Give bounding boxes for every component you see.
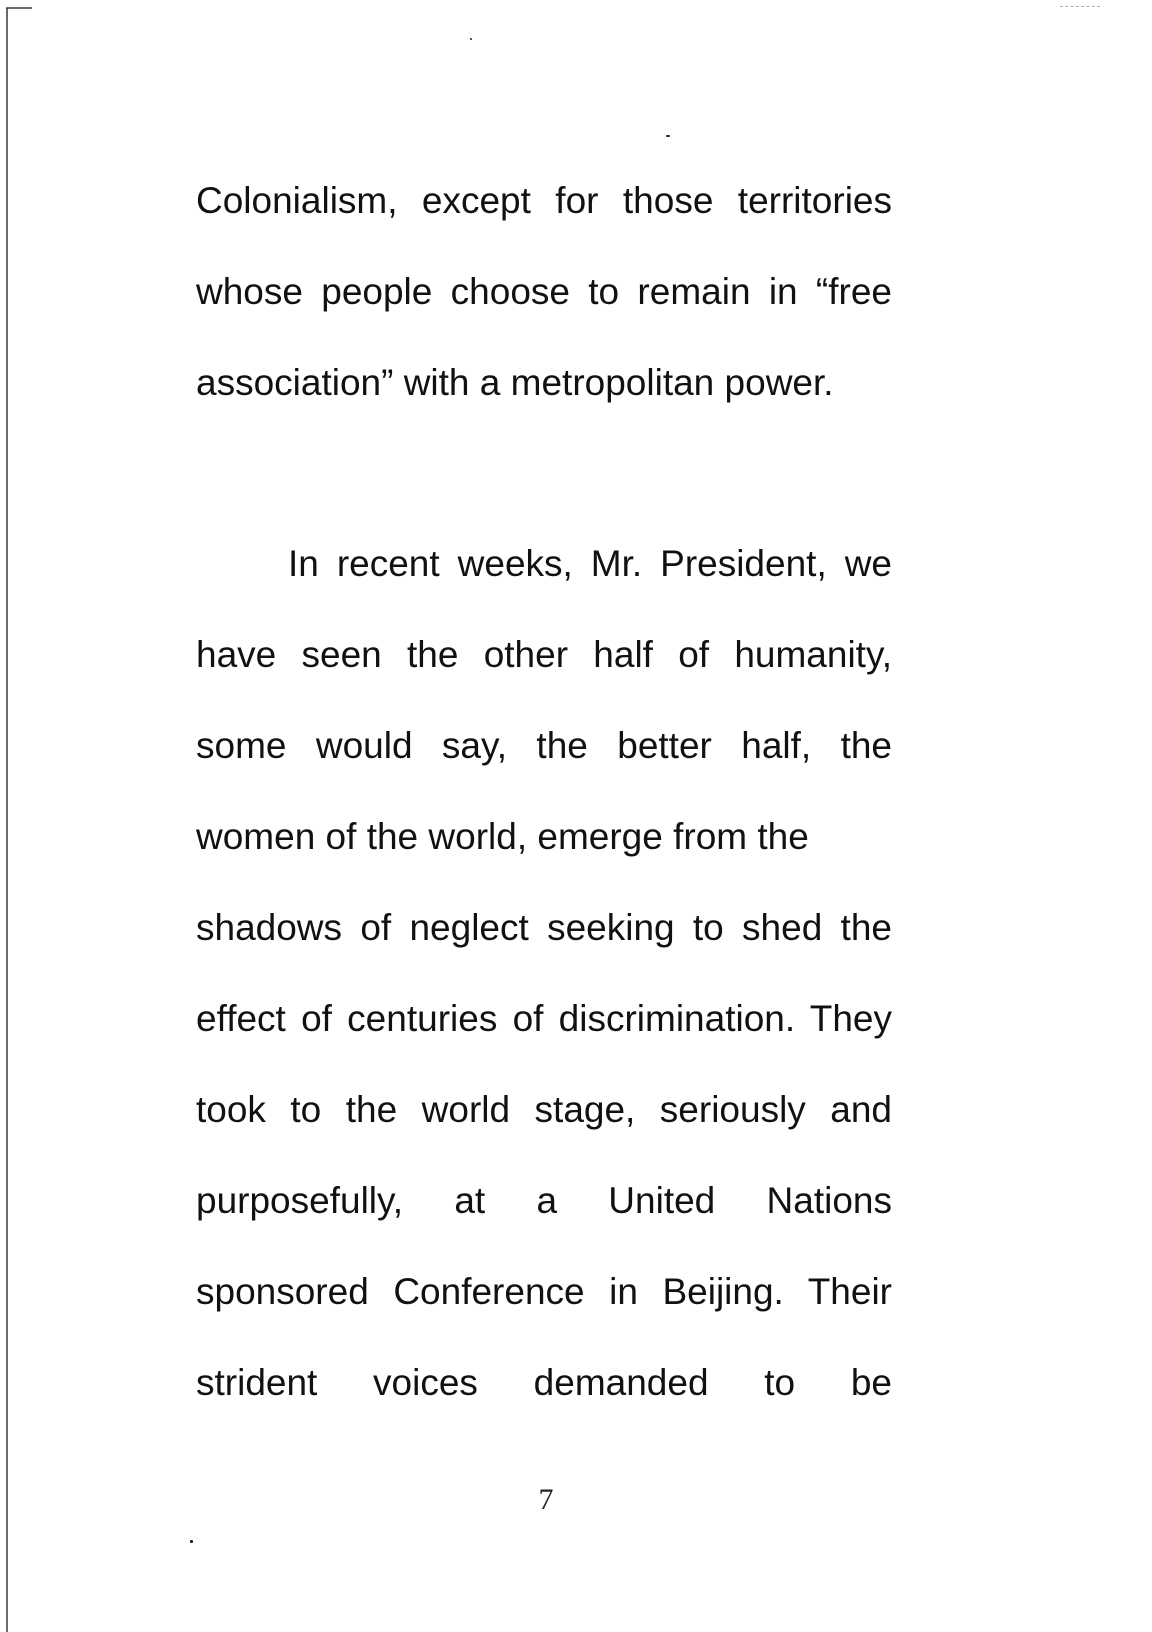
paragraph-1-line: Colonialism, except for those territories <box>196 180 892 221</box>
scan-speck <box>666 135 670 137</box>
page-number: 7 <box>538 1483 554 1516</box>
paragraph-2-line: purposefully, at a United Nations <box>196 1180 892 1221</box>
paragraph-1-line: whose people choose to remain in “free <box>196 271 892 312</box>
paragraph-2-line: strident voices demanded to be <box>196 1362 892 1403</box>
scan-border-top-right <box>1060 6 1100 8</box>
paragraph-2 <box>196 518 892 1428</box>
scan-speck <box>470 38 472 40</box>
scan-border-top-corner <box>6 7 32 9</box>
paragraph-1-line: association” with a metropolitan power. <box>196 362 834 403</box>
paragraph-2-line: took to the world stage, seriously and <box>196 1089 892 1130</box>
scan-speck <box>190 1540 193 1543</box>
paragraph-2-line: sponsored Conference in Beijing. Their <box>196 1271 892 1312</box>
paragraph-2-line: In recent weeks, Mr. President, we <box>288 543 892 584</box>
paragraph-1 <box>196 155 892 428</box>
paragraph-2-line: have seen the other half of humanity, <box>196 634 892 675</box>
paragraph-2-line: some would say, the better half, the <box>196 725 892 766</box>
paragraph-2-line: shadows of neglect seeking to shed the <box>196 907 892 948</box>
paragraph-2-line: women of the world, emerge from the <box>196 816 809 857</box>
paragraph-2-line: effect of centuries of discrimination. They <box>196 998 892 1039</box>
scan-border-left <box>6 8 8 1632</box>
